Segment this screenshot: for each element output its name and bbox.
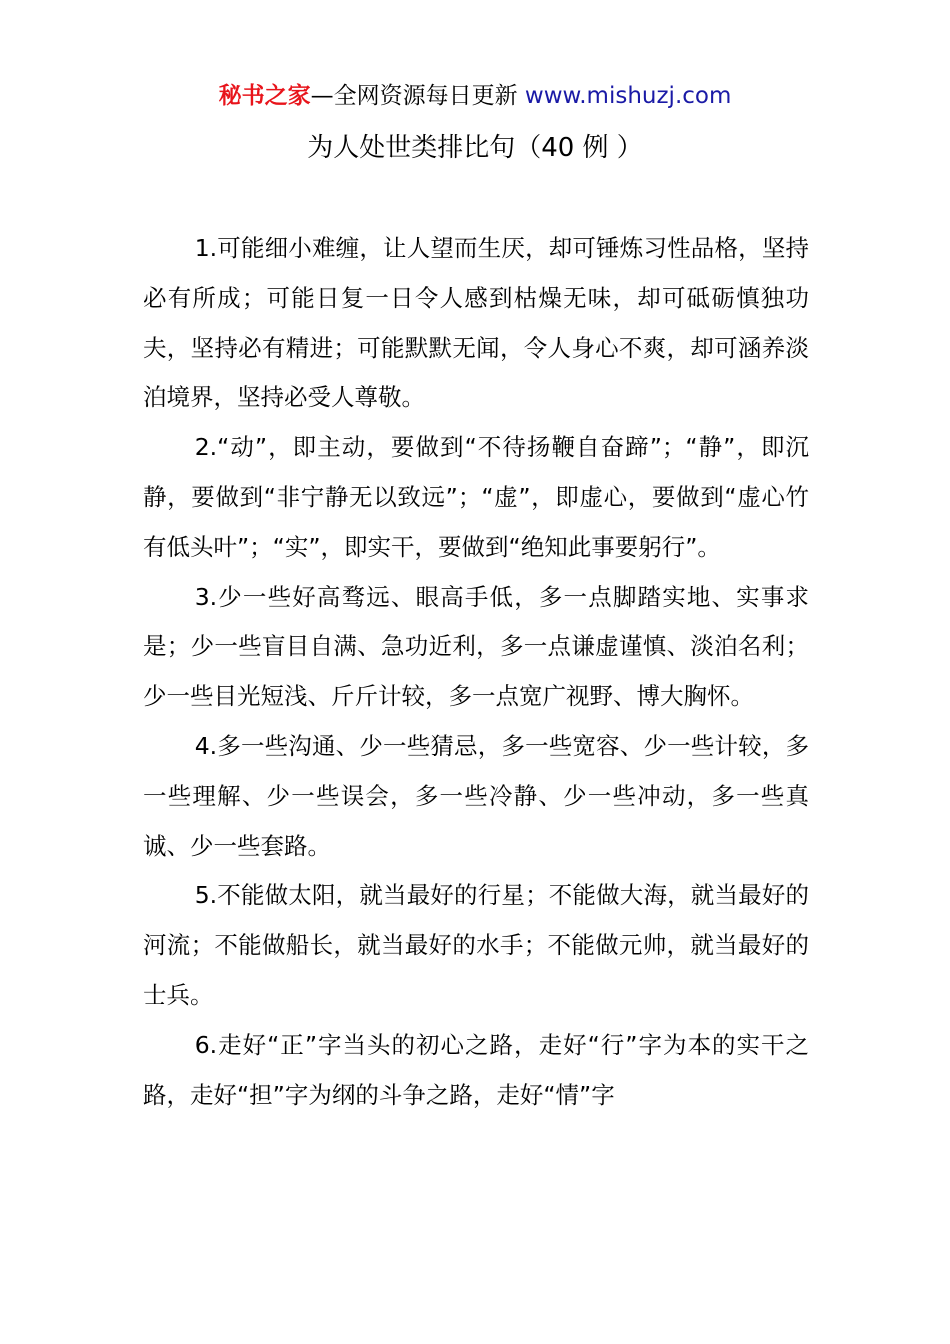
- document-title: 为人处世类排比句（40 例 ）: [307, 133, 643, 163]
- brand-name: 秘书之家: [218, 83, 311, 109]
- paragraph-6: 6.走好“正”字当头的初心之路，走好“行”字为本的实干之路，走好“担”字为纲的斗争之路，走好“情”字: [143, 1030, 809, 1109]
- site-tagline: —全网资源每日更新: [310, 83, 525, 109]
- document-body: [143, 224, 809, 1120]
- site-header: [0, 80, 950, 112]
- paragraph-3: 3.少一些好高骛远、眼高手低，多一点脚踏实地、实事求是；少一些盲目自满、急功近利，多一点谦虚谨慎、淡泊名利；少一些目光短浅、斤斤计较，多一点宽广视野、博大胸怀。: [143, 582, 809, 711]
- paragraph-5: 5.不能做太阳，就当最好的行星；不能做大海，就当最好的河流；不能做船长，就当最好的水手；不能做元帅，就当最好的士兵。: [143, 881, 809, 1009]
- site-url-link[interactable]: www.mishuzj.com: [524, 83, 732, 109]
- paragraph-2: 2.“动”，即主动，要做到“不待扬鞭自奋蹄”；“静”，即沉静，要做到“非宁静无以致远”；“虚”，即虚心，要做到“虚心竹有低头叶”；“实”，即实干，要做到“绝知此事要躬行”。: [143, 433, 809, 561]
- paragraph-4: 4.多一些沟通、少一些猜忌，多一些宽容、少一些计较，多一些理解、少一些误会，多一些冷静、少一些冲动，多一些真诚、少一些套路。: [143, 731, 809, 860]
- paragraph-1: 1.可能细小难缠，让人望而生厌，却可锤炼习性品格，坚持必有所成；可能日复一日令人感到枯燥无味，却可砥砺慎独功夫，坚持必有精进；可能默默无闻，令人身心不爽，却可涵养淡泊境界，坚持必受人尊敬。: [143, 234, 809, 412]
